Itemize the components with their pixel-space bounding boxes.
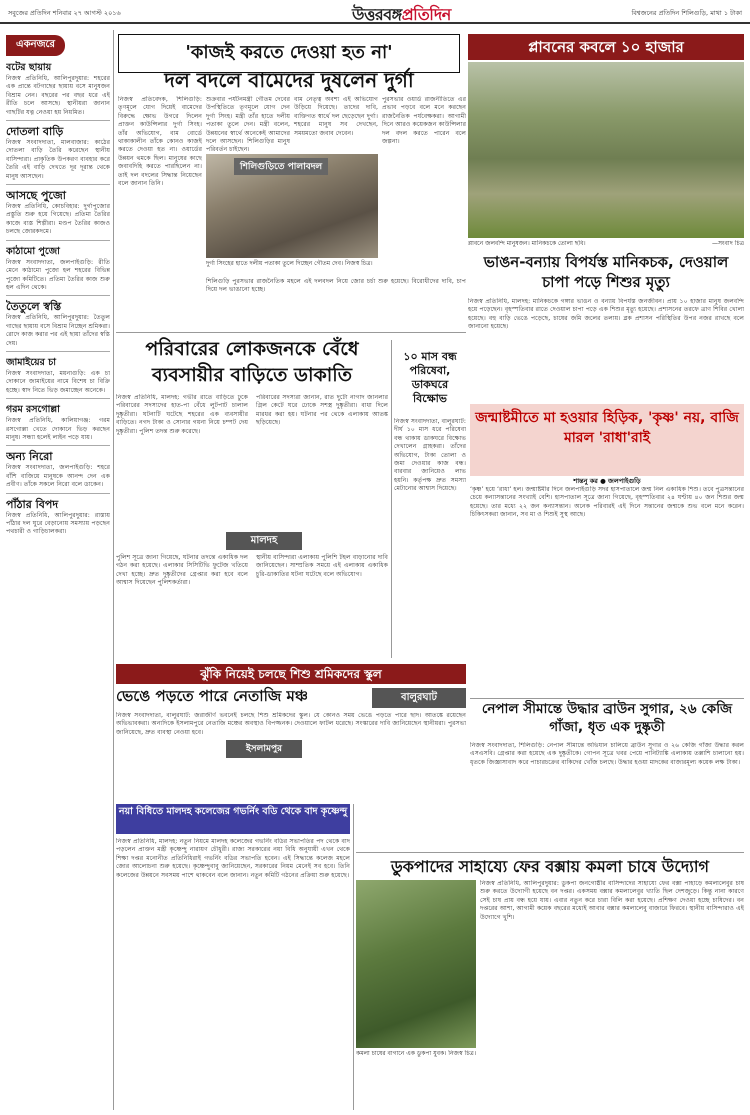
durga-bottom-text: শিলিগুড়ি পুরসভার রাজনৈতিক মহলে এই দলবদল নিয়ে জোর চর্চা শুরু হয়েছে। বিরোধীদের দাবি, চাপ দিয়ে দল ভাঙানো হচ্ছে। <box>206 278 466 294</box>
child-labour-school-banner: ঝুঁকি নিয়েই চলছে শিশু শ্রমিকদের স্কুল <box>116 664 466 684</box>
durga-headline-quote: 'কাজই করতে দেওয়া হত না' <box>118 34 460 73</box>
brief-head: জামাইয়ের চা <box>6 356 57 368</box>
row-rule <box>470 698 744 699</box>
brief-head: কাঠামো পুজো <box>6 245 60 257</box>
row-rule <box>116 332 466 333</box>
balurghat-tag: বালুরঘাট <box>372 688 466 708</box>
robbery-story <box>116 394 388 656</box>
brief-head: আসছে পুজো <box>6 189 66 203</box>
masthead-date: সবুজের প্রতিদিন শনিবার ২৭ আগস্ট ২০১৬ <box>8 9 121 17</box>
brief-item <box>6 295 110 348</box>
logo-main: উত্তরবঙ্গ <box>352 5 402 24</box>
brief-head: তৈতুলে স্বস্তি <box>6 300 62 314</box>
netaji-mancha-headline: ভেঙে পড়তে পারে নেতাজি মঞ্চ <box>116 687 308 705</box>
robbery-col-1: নিজস্ব প্রতিনিধি, মালদহ: গভীর রাতে বাড়িতে ঢুকে পরিবারের সদস্যদের হাত-পা বেঁধে লুটপাট চালাল দুষ্কৃতীরা। ঘটনাটি ঘটেছে শহরের এক ব্যবসায়ীর বাড়িতে। নগদ টাকা ও সোনার গয়না নিয়ে চম্পট দেয় দুষ্কৃতীরা। পুলিশ তদন্ত শুরু করেছে। <box>116 394 248 435</box>
brief-item <box>6 184 110 237</box>
brief-head: পাঁঠার বিপদ <box>6 497 59 511</box>
at-a-glance-tag: একনজরে <box>6 35 65 56</box>
brief-item <box>6 62 110 117</box>
flood-caption <box>468 240 744 248</box>
buxa-orange-caption: কমলা চাষের বাগানে এক ডুকপা যুবক। নিজস্ব চিত্র। <box>356 1050 476 1057</box>
brief-item <box>6 398 110 442</box>
robbery-col-3: পুলিশ সূত্রে জানা গিয়েছে, ঘটনার তদন্তে একাধিক দল গঠন করা হয়েছে। এলাকার সিসিটিভি ফুটেজ খতিয়ে দেখা হচ্ছে। দ্রুত দুষ্কৃতীদের গ্রেপ্তার করা হবে বলে আশ্বাস দিয়েছেন পুলিশকর্তারা। <box>116 554 248 587</box>
at-a-glance-column <box>6 32 110 1107</box>
janmashtami-story: ‘কৃষ্ণ’ হয়ে ‘রাধা’ হল। জন্মাষ্টমীর দিনে জলপাইগুড়ি সদর হাসপাতালে জন্ম নিল একাধিক শিশু। তবে পুত্রসন্তানের চেয়ে কন্যাসন্তানের সংখ্যাই বেশি। হাসপাতাল সূত্রে জানা গিয়েছে, বৃহস্পতিবার ২৪ ঘণ্টায় ৪০ জন শিশুর জন্ম হয়েছে। তার মধ্যে ২২ জন কন্যাসন্তান। অনেক পরিবারই এই দিনে সন্তানের জন্মকে শুভ বলে মনে করেন। চিকিৎসকরা জানান, সব মা ও শিশুই সুস্থ আছে। <box>470 486 744 519</box>
flood-photo-credit: —সংবাদ চিত্র <box>711 240 744 247</box>
durga-headline: দল বদলে বামেদের দুষলেন দুর্গা <box>164 68 414 92</box>
brief-text: নিজস্ব সংবাদদাতা, জলপাইগুড়ি: রীতি মেনে কাঠামো পুজো হল শহরের বিভিন্ন পুজো কমিটিতে। প্রতিমা তৈরির কাজ শুরু হল এদিন থেকে। <box>6 258 110 291</box>
brief-text: নিজস্ব সংবাদদাতা, মালবাজার: কাঠের দোতলা বাড়ি তৈরি করেছেন স্থানীয় বাসিন্দারা। প্রাকৃতিক উপকরণ ব্যবহার করে তৈরি এই বাড়ি দেখতে দূর দূরান্ত থেকে মানুষ আসছেন। <box>6 139 110 180</box>
malda-college-story: নিজস্ব প্রতিনিধি, মালদহ: নতুন নিয়মে মালদহ কলেজের গভর্নিং বডির সভাপতির পদ থেকে বাদ পড়লেন প্রাক্তন মন্ত্রী কৃষ্ণেন্দু নারায়ণ চৌধুরী। রাজ্য সরকারের নয়া বিধি অনুযায়ী এখন থেকে শিক্ষা দপ্তর মনোনীত প্রতিনিধিরাই গভর্নিং বডির সভাপতি হবেন। এই সিদ্ধান্তে কলেজ মহলে জোর আলোচনা শুরু হয়েছে। কৃষ্ণেন্দুবাবু জানিয়েছেন, সরকারের নিয়ম মেনেই সব হবে। তিনি কলেজের উন্নয়নে সবসময় পাশে থাকবেন বলে জানান। নতুন কমিটি গঠনের প্রক্রিয়া শুরু হয়েছে। <box>116 838 350 879</box>
newspaper-logo <box>352 2 451 24</box>
manikchak-headline: ভাঙন-বন্যায় বিপর্যস্ত মানিকচক, দেওয়াল চাপা পড়ে শিশুর মৃত্যু <box>483 253 729 291</box>
durga-col-2: শুক্রবার পর্যটনমন্ত্রী গৌতম দেবের উপস্থিতিতে তৃণমূলে যোগ দেন দুর্গা সিংহ। মন্ত্রী তাঁর হাতে দলীয় পতাকা তুলে দেন। মন্ত্রী বলেন, উন্নয়নের স্বার্থে অনেকেই আমাদের দলে আসছেন। শিলিগুড়ির মানুষ পরিবর্তন চাইছেন। <box>206 96 290 154</box>
masthead <box>0 0 750 24</box>
robbery-col-4: স্থানীয় বাসিন্দারা এলাকায় পুলিশি টহল বাড়ানোর দাবি জানিয়েছেন। সাম্প্রতিক সময়ে এই এলাকায় একাধিক চুরি-ডাকাতির ঘটনা ঘটেছে বলে অভিযোগ। <box>256 554 388 578</box>
brief-text: নিজস্ব প্রতিনিধি, আলিপুরদুয়ার: রাস্তায় পাঁঠার দল ঘুরে বেড়ানোয় সমস্যায় পড়ছেন পথচারী ও গাড়িচালকরা। <box>6 511 110 536</box>
brief-text: নিজস্ব প্রতিনিধি, আলিপুরদুয়ার: তৈতুল গাছের ছায়ায় বসে বিশ্রাম নিচ্ছেন শ্রমিকরা। রোদে কাজ করার পর এই ছায়া তাঁদের স্বস্তি দেয়। <box>6 314 110 347</box>
durga-col-3: বাম নেতৃত্ব অবশ্য এই অভিযোগ উড়িয়ে দিয়েছে। তাদের দাবি, ব্যক্তিগত স্বার্থে দল ছেড়েছেন দুর্গা। শহরের মানুষ সব দেখছেন, সময়মতো জবাব দেবেন। <box>294 96 378 137</box>
malda-college-headline: নয়া বিধিতে মালদহ কলেজের গভর্নিং বডি থেকে বাদ কৃষ্ণেন্দু <box>116 804 350 834</box>
flood-caption-text: প্লাবনে জলবন্দি মানুষজন। মানিকচকে তোলা ছবি। <box>468 240 586 247</box>
post-office-story: নিজস্ব সংবাদদাতা, বালুরঘাট: দীর্ঘ ১০ মাস ধরে পরিষেবা বন্ধ থাকায় ডাকঘরে বিক্ষোভ দেখালেন গ্রাহকরা। তাঁদের অভিযোগ, টাকা তোলা ও জমা দেওয়ার কাজ বন্ধ। বারবার জানিয়েও লাভ হয়নি। কর্তৃপক্ষ দ্রুত সমস্যা মেটানোর আশ্বাস দিয়েছে। <box>394 418 466 493</box>
durga-caption: দুর্গা সিংহের হাতে দলীয় পতাকা তুলে দিচ্ছেন গৌতম দেব। নিজস্ব চিত্র। <box>206 260 373 267</box>
brief-item <box>6 240 110 293</box>
brief-head: বটের ছায়ায় <box>6 62 52 73</box>
janmashtami-headline: জন্মাষ্টমীতে মা হওয়ার হিড়িক, 'কৃষ্ণ' নয়, বাজি মারল 'রাধা'রাই <box>475 410 739 446</box>
malda-tag: মালদহ <box>226 532 302 550</box>
janmashtami-byline: শান্তনু কর ● জলপাইগুড়ি <box>573 477 641 485</box>
masthead-price: বিশ্বজনের প্রতিদিন শিলিগুড়ি, মাথা ১ টাকা <box>631 9 742 17</box>
brief-text: নিজস্ব প্রতিনিধি, আলিপুরদুয়ার: শহরের এক প্রান্তে বটগাছের ছায়ায় বসে মানুষজন বিশ্রাম নেন। বছরের পর বছর ধরে এই রীতি চলে আসছে। স্থানীয়রা জানান গাছটির যত্ন নেওয়া হয় নিয়মিত। <box>6 75 110 116</box>
nepal-border-story: নিজস্ব সংবাদদাতা, শিলিগুড়ি: নেপাল সীমান্তে অভিযান চালিয়ে ব্রাউন সুগার ও ২৬ কেজি গাঁজা উদ্ধার করল এসএসবি। গ্রেপ্তার করা হয়েছে এক দুষ্কৃতীকে। গোপন সূত্রে খবর পেয়ে পানিট্যাঙ্কি এলাকায় তল্লাশি চালানো হয়। ধৃতকে জিজ্ঞাসাবাদ করে পাচারচক্রের বাকিদের খোঁজ চলছে। উদ্ধার হওয়া মাদকের বাজারমূল্য কয়েক লক্ষ টাকা। <box>470 742 744 766</box>
nepal-border-headline: নেপাল সীমান্তে উদ্ধার ব্রাউন সুগার, ২৬ কেজি গাঁজা, ধৃত এক দুষ্কৃতী <box>481 701 733 735</box>
brief-item <box>6 493 110 537</box>
logo-accent: প্রতিদিন <box>401 5 451 24</box>
buxa-orange-story: নিজস্ব প্রতিনিধি, আলিপুরদুয়ার: ডুকপা জনগোষ্ঠীর বাসিন্দাদের সাহায্যে ফের বক্সা পাহাড়ে কমলালেবুর চাষ শুরু করতে উদ্যোগী হয়েছে বন দপ্তর। একসময় বক্সার কমলালেবুর খ্যাতি ছিল দেশজুড়ে। কিন্তু নানা কারণে সেই চাষ প্রায় বন্ধ হয়ে যায়। এবার নতুন করে চারা বিলি করা হয়েছে। প্রশিক্ষণ দেওয়া হচ্ছে চাষিদের। বন দপ্তরের আশা, আগামী কয়েক বছরের মধ্যেই আবার বক্সার কমলালেবু বাজারে ফিরবে। স্থানীয় বাসিন্দারাও এই উদ্যোগে খুশি। <box>480 880 744 921</box>
flood-photo <box>468 62 744 238</box>
brief-head: দোতলা বাড়ি <box>6 125 64 139</box>
manikchak-story: নিজস্ব প্রতিনিধি, মালদহ: মানিকচকে গঙ্গার ভাঙন ও বন্যায় বিপর্যস্ত জনজীবন। প্রায় ১০ হাজার মানুষ জলবন্দি হয়ে পড়েছেন। বৃহস্পতিবার রাতে দেওয়াল চাপা পড়ে এক শিশুর মৃত্যু হয়েছে। প্রশাসনের তরফে ত্রাণ শিবির খোলা হয়েছে। বহু বাড়ি ভেঙে পড়েছে, চাষের জমি জলের তলায়। ব্লক প্রশাসন পরিস্থিতির উপর নজর রাখছে বলে জানানো হয়েছে। <box>468 298 744 331</box>
post-office-headline: ১০ মাস বন্ধ পরিষেবা, ডাকঘরে বিক্ষোভ <box>403 350 457 405</box>
column-rule <box>113 30 114 1110</box>
buxa-orange-headline: ডুকপাদের সাহায্যে ফের বক্সায় কমলা চাষে উদ্যোগ <box>356 852 744 878</box>
robbery-col-2: পরিবারের সদস্যরা জানান, রাত দুটো নাগাদ জানলার গ্রিল কেটে ঘরে ঢোকে সশস্ত্র দুষ্কৃতীরা। বাধা দিলে মারধর করা হয়। ঘটনার পর থেকে এলাকায় আতঙ্ক ছড়িয়েছে। <box>256 394 388 427</box>
durga-badge: শিলিগুড়িতে পালাবদল <box>234 158 328 175</box>
brief-item <box>6 120 110 181</box>
brief-head: অন্য নিরো <box>6 450 53 464</box>
brief-text: নিজস্ব সংবাদদাতা, জলপাইগুড়ি: শহরে বাঁশি বাজিয়ে মানুষকে আনন্দ দেন এক প্রবীণ। তাঁকে সকলে নিরো বলে ডাকেন। <box>6 464 110 489</box>
durga-col-1: নিজস্ব প্রতিবেদক, শিলিগুড়ি: তৃণমূলে যোগ দিয়েই বামেদের বিরুদ্ধে ক্ষোভ উগরে দিলেন প্রাক্তন কাউন্সিলার দুর্গা সিংহ। তাঁর অভিযোগ, বাম বোর্ডে থাকাকালীন তাঁকে কোনও কাজই করতে দেওয়া হত না। ওয়ার্ডের উন্নয়ন থমকে ছিল। মানুষের কাছে জবাবদিহি করতে পারছিলেন না। তাই দল বদলের সিদ্ধান্ত নিয়েছেন বলে জানান তিনি। <box>118 96 202 188</box>
durga-col-4: পুরসভার ওয়ার্ড রাজনীতিতে এর প্রভাব পড়বে বলে মনে করছেন রাজনৈতিক পর্যবেক্ষকরা। আগামী দিনে আরও কয়েকজন কাউন্সিলার দল বদল করতে পারেন বলে জল্পনা। <box>382 96 466 146</box>
robbery-headline: পরিবারের লোকজনকে বেঁধে ব্যবসায়ীর বাড়িতে ডাকাতি <box>145 338 359 386</box>
brief-text: নিজস্ব প্রতিনিধি, কালিয়াগঞ্জ: গরম রসগোল্লা খেতে দোকানে ভিড় করছেন মানুষ। সন্ধ্যা হলেই লাইন পড়ে যায়। <box>6 417 110 441</box>
column-rule <box>391 340 392 658</box>
brief-item <box>6 445 110 489</box>
durga-story <box>118 96 466 329</box>
buxa-orange-photo <box>356 880 476 1048</box>
brief-text: নিজস্ব প্রতিনিধি, কোচবিহার: দুর্গাপুজোর প্রস্তুতি শুরু হয়ে গিয়েছে। প্রতিমা তৈরির কাজে ব্যস্ত শিল্পীরা। মণ্ডপ তৈরির কাজও চলছে জোরকদমে। <box>6 203 110 236</box>
brief-text: নিজস্ব সংবাদদাতা, ময়নাগুড়ি: এক চা দোকানে জামাইয়ের নামে বিশেষ চা বিক্রি হচ্ছে। স্বাদ নিতে ভিড় জমাচ্ছেন অনেকে। <box>6 369 110 394</box>
netaji-mancha-story: নিজস্ব সংবাদদাতা, বালুরঘাট: জরাজীর্ণ ভবনেই চলছে শিশু শ্রমিকদের স্কুল। যে কোনও সময় ভেঙে পড়তে পারে ছাদ। আতঙ্কে রয়েছেন অভিভাবকরা। অন্যদিকে ইসলামপুরে নেতাজি মঞ্চের অবস্থাও বিপজ্জনক। দেওয়ালে ফাটল ধরেছে। সংস্কারের দাবি জানিয়েছেন স্থানীয়রা। পুরসভা জানিয়েছে, দ্রুত ব্যবস্থা নেওয়া হবে। <box>116 712 466 736</box>
brief-item <box>6 351 110 395</box>
column-rule <box>353 804 354 1110</box>
islampur-tag: ইসলামপুর <box>226 740 302 758</box>
flood-banner: প্লাবনের কবলে ১০ হাজার <box>468 34 744 60</box>
brief-head: গরম রসগোল্লা <box>6 404 60 416</box>
